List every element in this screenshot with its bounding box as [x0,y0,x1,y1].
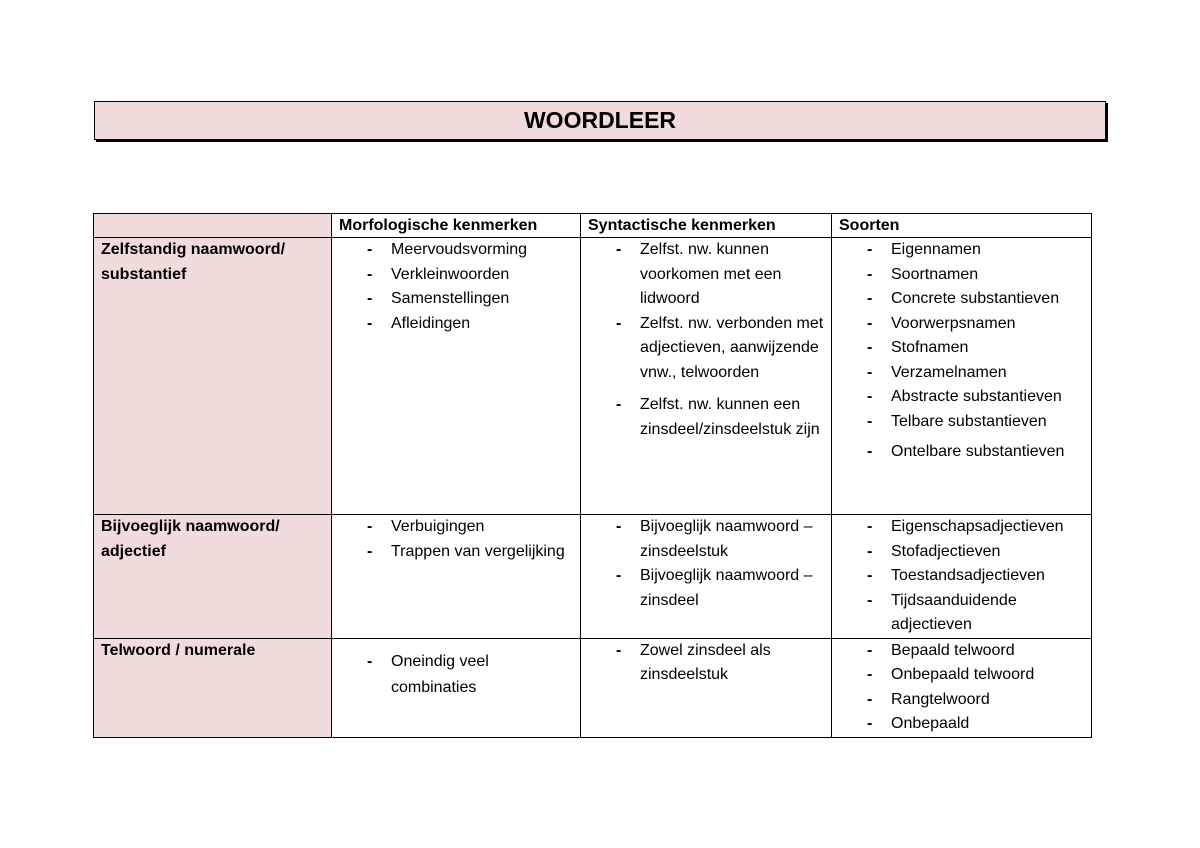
list-item: - Verkleinwoorden [339,263,574,288]
bullet-list [588,639,825,688]
morfologisch-cell [332,638,581,737]
list-item: - Meervoudsvorming [339,238,574,263]
list-item: - Eigennamen [839,238,1085,263]
list-item: - Samenstellingen [339,287,574,312]
bullet-list [339,238,574,336]
list-item: - Telbare substantieven [839,410,1085,435]
list-item: - Eigenschapsadjectieven [839,515,1085,540]
list-item: - Soortnamen [839,263,1085,288]
list-item: - Rangtelwoord [839,688,1085,713]
list-item: - Afleidingen [339,312,574,337]
soorten-cell [832,638,1092,737]
row-label: Telwoord / numerale [94,638,332,737]
list-item: - Onbepaald [839,712,1085,737]
list-item: - Oneindig veel combinaties [339,649,574,701]
list-item: - Trappen van vergelijking [339,540,574,565]
syntactisch-cell [581,638,832,737]
list-item: - Bijvoeglijk naamwoord – zinsdeel [588,564,825,613]
table-row [94,238,1092,515]
header-morfologisch: Morfologische kenmerken [332,214,581,238]
list-item: - Ontelbare substantieven [839,440,1085,465]
table-row [94,515,1092,639]
soorten-cell [832,515,1092,639]
list-item: - Verbuigingen [339,515,574,540]
bullet-list [839,639,1085,737]
list-item: - Zelfst. nw. kunnen een zinsdeel/zinsdeelstuk zijn [588,393,825,442]
list-item: - Zelfst. nw. verbonden met adjectieven, aanwijzende vnw., telwoorden [588,312,825,386]
syntactisch-cell [581,238,832,515]
row-label: Zelfstandig naamwoord/ substantief [94,238,332,515]
woordleer-table [93,213,1092,738]
bullet-list [339,649,574,701]
morfologisch-cell [332,238,581,515]
list-item: - Bepaald telwoord [839,639,1085,664]
list-item: - Toestandsadjectieven [839,564,1085,589]
syntactisch-cell [581,515,832,639]
header-corner-cell [94,214,332,238]
bullet-list [588,515,825,613]
list-item: - Tijdsaanduidende adjectieven [839,589,1085,638]
list-item: - Verzamelnamen [839,361,1085,386]
bullet-list [339,515,574,564]
list-item: - Bijvoeglijk naamwoord – zinsdeelstuk [588,515,825,564]
row-label: Bijvoeglijk naamwoord/ adjectief [94,515,332,639]
table-header-row [94,214,1092,238]
list-item: - Zelfst. nw. kunnen voorkomen met een lidwoord [588,238,825,312]
list-item: - Abstracte substantieven [839,385,1085,410]
list-item: - Stofadjectieven [839,540,1085,565]
morfologisch-cell [332,515,581,639]
soorten-cell [832,238,1092,515]
list-item: - Onbepaald telwoord [839,663,1085,688]
list-item: - Zowel zinsdeel als zinsdeelstuk [588,639,825,688]
header-soorten: Soorten [832,214,1092,238]
list-item: - Stofnamen [839,336,1085,361]
bullet-list [839,238,1085,465]
bullet-list [588,238,825,442]
page-title: WOORDLEER [94,101,1106,140]
list-item: - Concrete substantieven [839,287,1085,312]
bullet-list [839,515,1085,638]
table-row [94,638,1092,737]
list-item: - Voorwerpsnamen [839,312,1085,337]
header-syntactisch: Syntactische kenmerken [581,214,832,238]
